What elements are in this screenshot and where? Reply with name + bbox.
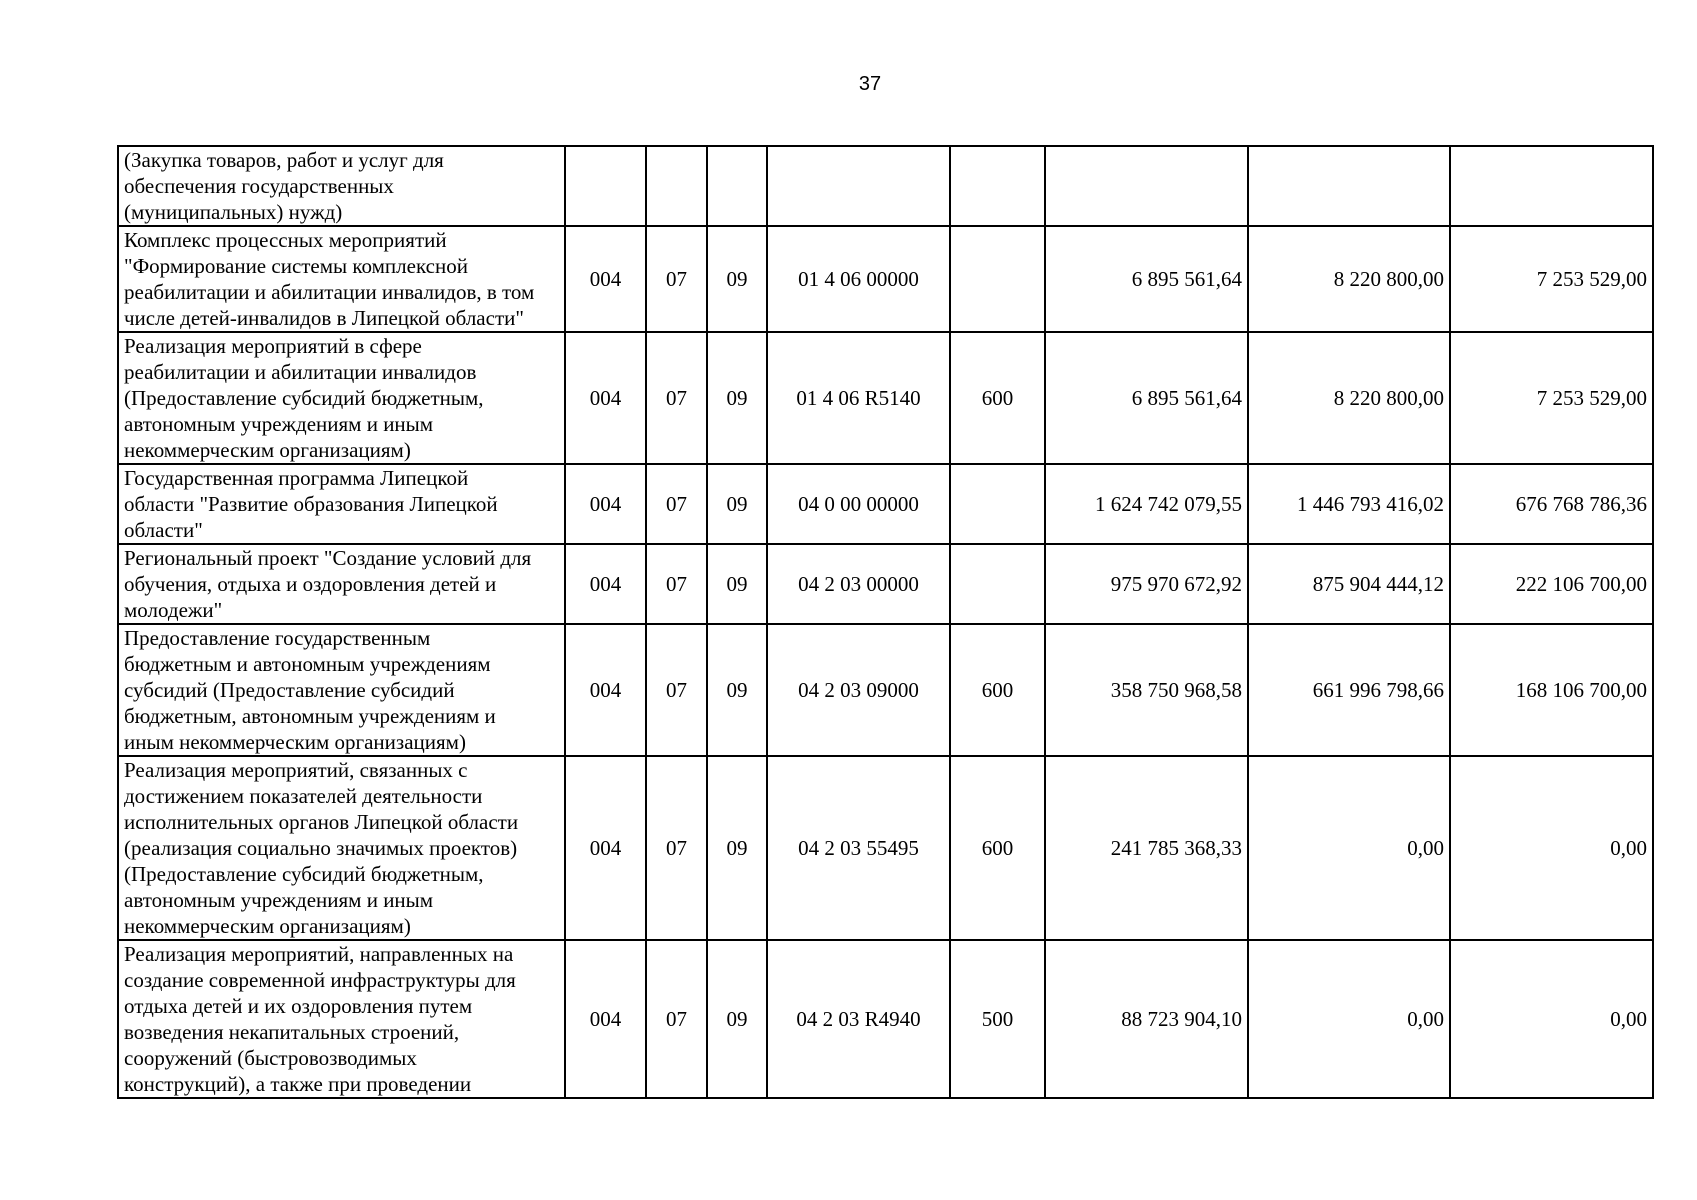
cell-ministry: 004 [565,332,646,464]
cell-name: Комплекс процессных мероприятий "Формирование системы комплексной реабилитации и абилитации инвалидов, в том числе детей-инвалидов в Липецкой области" [118,226,565,332]
cell-subsection: 09 [707,544,767,624]
cell-sum-2: 8 220 800,00 [1248,226,1450,332]
cell-expense-type [950,464,1045,544]
cell-sum-3: 676 768 786,36 [1450,464,1653,544]
cell-section: 07 [646,226,707,332]
cell-target: 04 2 03 00000 [767,544,950,624]
cell-target: 04 0 00 00000 [767,464,950,544]
cell-ministry: 004 [565,624,646,756]
cell-section: 07 [646,464,707,544]
table-row [118,756,1653,940]
cell-subsection: 09 [707,226,767,332]
cell-subsection: 09 [707,624,767,756]
table-row [118,464,1653,544]
cell-section: 07 [646,332,707,464]
table-row [118,624,1653,756]
cell-sum-2: 0,00 [1248,940,1450,1098]
cell-sum-1: 88 723 904,10 [1045,940,1248,1098]
table-row [118,146,1653,226]
cell-sum-1: 1 624 742 079,55 [1045,464,1248,544]
cell-sum-1: 6 895 561,64 [1045,332,1248,464]
cell-subsection: 09 [707,464,767,544]
cell-sum-1: 975 970 672,92 [1045,544,1248,624]
page-number: 37 [858,73,882,95]
cell-name: Реализация мероприятий, связанных с достижением показателей деятельности исполнительных органов Липецкой области (реализация социально значимых проектов) (Предоставление субсидий бюджетным, автономным учреждениям и иным некоммерческим организациям) [118,756,565,940]
cell-sum-3: 0,00 [1450,756,1653,940]
cell-name: Предоставление государственным бюджетным и автономным учреждениям субсидий (Предоставление субсидий бюджетным, автономным учреждениям и иным некоммерческим организациям) [118,624,565,756]
cell-sum-2: 875 904 444,12 [1248,544,1450,624]
cell-name: Реализация мероприятий, направленных на создание современной инфраструктуры для отдыха детей и их оздоровления путем возведения некапитальных строений, сооружений (быстровозводимых конструкций), а также при проведении [118,940,565,1098]
cell-target: 01 4 06 00000 [767,226,950,332]
cell-name: Государственная программа Липецкой области "Развитие образования Липецкой области" [118,464,565,544]
table-row [118,544,1653,624]
cell-expense-type [950,146,1045,226]
cell-ministry: 004 [565,464,646,544]
cell-section: 07 [646,756,707,940]
cell-target: 04 2 03 55495 [767,756,950,940]
cell-sum-3: 168 106 700,00 [1450,624,1653,756]
cell-subsection: 09 [707,332,767,464]
cell-section [646,146,707,226]
cell-target: 01 4 06 R5140 [767,332,950,464]
cell-expense-type: 500 [950,940,1045,1098]
cell-section: 07 [646,544,707,624]
cell-target: 04 2 03 R4940 [767,940,950,1098]
cell-sum-1: 6 895 561,64 [1045,226,1248,332]
cell-sum-3 [1450,146,1653,226]
cell-subsection: 09 [707,940,767,1098]
cell-ministry [565,146,646,226]
cell-sum-3: 7 253 529,00 [1450,226,1653,332]
cell-sum-2: 8 220 800,00 [1248,332,1450,464]
cell-name: Региональный проект "Создание условий для обучения, отдыха и оздоровления детей и молодежи" [118,544,565,624]
table-row [118,226,1653,332]
cell-sum-3: 0,00 [1450,940,1653,1098]
cell-expense-type [950,226,1045,332]
cell-name: (Закупка товаров, работ и услуг для обеспечения государственных (муниципальных) нужд) [118,146,565,226]
cell-sum-1: 358 750 968,58 [1045,624,1248,756]
cell-expense-type: 600 [950,756,1045,940]
cell-sum-2: 1 446 793 416,02 [1248,464,1450,544]
cell-expense-type: 600 [950,332,1045,464]
cell-name: Реализация мероприятий в сфере реабилитации и абилитации инвалидов (Предоставление субсидий бюджетным, автономным учреждениям и иным некоммерческим организациям) [118,332,565,464]
cell-target: 04 2 03 09000 [767,624,950,756]
cell-sum-3: 222 106 700,00 [1450,544,1653,624]
cell-expense-type: 600 [950,624,1045,756]
cell-sum-2: 0,00 [1248,756,1450,940]
cell-ministry: 004 [565,756,646,940]
table-row [118,332,1653,464]
cell-section: 07 [646,624,707,756]
budget-table [117,145,1654,1099]
cell-subsection [707,146,767,226]
cell-sum-1: 241 785 368,33 [1045,756,1248,940]
cell-expense-type [950,544,1045,624]
cell-sum-3: 7 253 529,00 [1450,332,1653,464]
cell-sum-1 [1045,146,1248,226]
cell-ministry: 004 [565,940,646,1098]
cell-section: 07 [646,940,707,1098]
table-row [118,940,1653,1098]
cell-target [767,146,950,226]
cell-subsection: 09 [707,756,767,940]
cell-ministry: 004 [565,544,646,624]
cell-sum-2: 661 996 798,66 [1248,624,1450,756]
cell-sum-2 [1248,146,1450,226]
cell-ministry: 004 [565,226,646,332]
